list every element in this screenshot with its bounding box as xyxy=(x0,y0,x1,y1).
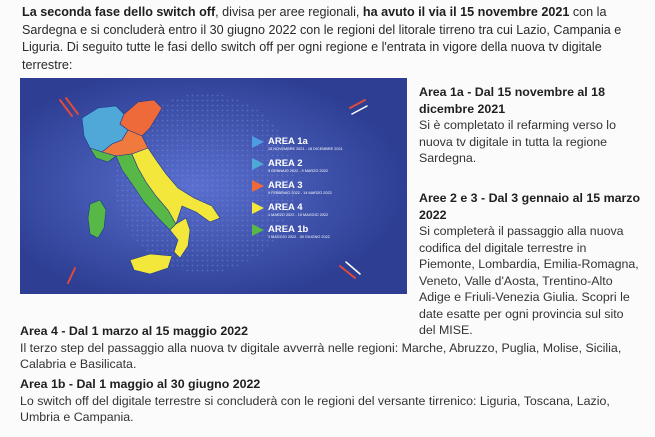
switch-off-map-image xyxy=(20,78,407,294)
area-1b-section xyxy=(20,376,640,426)
area-2-3-section xyxy=(419,190,641,339)
legend-title: AREA 1a xyxy=(268,136,308,147)
italy-areas-map xyxy=(20,78,407,294)
legend-dates: 3 GENNAIO 2022 - 9 MARZO 2022 xyxy=(268,169,328,173)
area-1b-body: Lo switch off del digitale terrestre si concluderà con le regioni del versante tirrenico: Liguria, Toscana, Lazio, Umbria e Campania. xyxy=(20,393,610,424)
intro-text-2: con la Sardegna e si concluderà entro il 30 giugno 2022 con le regioni del litorale tirreno tra cui Lazio, Campania e Liguria. Di seguito tutte le fasi dello switch off per ogni regione e l'entrata in vigore della nuova tv digitale terrestre: xyxy=(22,5,622,72)
intro-bold-1: La seconda fase dello switch off xyxy=(22,5,216,19)
area-4-heading: Area 4 - Dal 1 marzo al 15 maggio 2022 xyxy=(20,324,248,338)
area-2-3-body: Si completerà il passaggio alla nuova codifica del digitale terrestre in Piemonte, Lombardia, Emilia-Romagna, Veneto, Valle d'Aosta, Trentino-Alto Adige e Friuli-Venezia Giulia. Scopri le date esatte per ogni provincia sul sito del MISE. xyxy=(419,224,639,337)
area-1b-heading: Area 1b - Dal 1 maggio al 30 giugno 2022 xyxy=(20,377,261,391)
intro-bold-2: ha avuto il via il 15 novembre 2021 xyxy=(362,5,570,19)
area-2-3-heading: Aree 2 e 3 - Dal 3 gennaio al 15 marzo 2022 xyxy=(419,191,641,222)
legend-title: AREA 3 xyxy=(268,180,303,191)
legend-title: AREA 1b xyxy=(268,224,309,235)
intro-paragraph xyxy=(22,4,637,74)
intro-text-1: , divisa per aree regionali, xyxy=(215,5,363,19)
legend-dates: 1 MAGGIO 2022 - 30 GIUGNO 2022 xyxy=(268,235,330,239)
legend-dates: 9 FEBBRAIO 2022 - 14 MARZO 2022 xyxy=(268,191,332,195)
legend-dates: 15 NOVEMBRE 2021 - 18 DICEMBRE 2021 xyxy=(268,147,343,151)
area-4-body: Il terzo step del passaggio alla nuova tv digitale avverrà nelle regioni: Marche, Abruzzo, Puglia, Molise, Sicilia, Calabria e Basilicata. xyxy=(20,340,622,371)
area-1a-heading: Area 1a - Dal 15 novembre al 18 dicembre 2021 xyxy=(419,85,605,116)
area-1a-section xyxy=(419,84,641,167)
legend-title: AREA 4 xyxy=(268,202,303,213)
area-4-section xyxy=(20,323,640,373)
legend-dates: 1 MARZO 2022 - 15 MAGGIO 2022 xyxy=(268,213,329,217)
area-1a-body: Si è completato il refarming verso lo nuova tv digitale in tutta la regione Sardegna. xyxy=(419,118,616,165)
legend-title: AREA 2 xyxy=(268,158,303,169)
